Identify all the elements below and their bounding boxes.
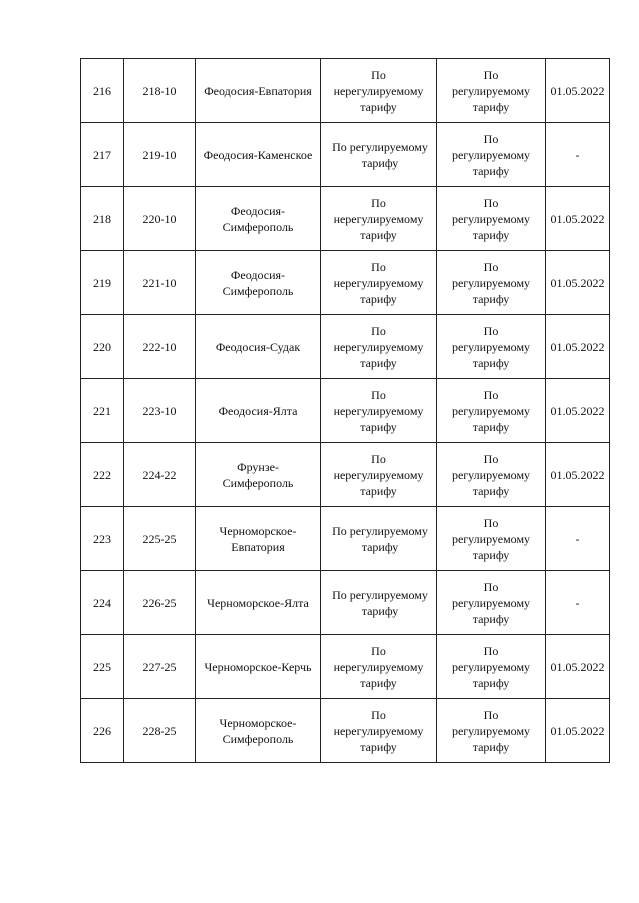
tariff-type: По регулируемому тарифу [437, 187, 546, 251]
row-number: 224 [81, 571, 124, 635]
transport-type: По нерегулируемому тарифу [321, 315, 437, 379]
tariff-type: По регулируемому тарифу [437, 635, 546, 699]
table-row [81, 699, 610, 763]
start-date: - [546, 123, 610, 187]
route-name: Черноморское-Симферополь [196, 699, 321, 763]
tariff-type: По регулируемому тарифу [437, 123, 546, 187]
start-date: 01.05.2022 [546, 379, 610, 443]
tariff-type: По регулируемому тарифу [437, 507, 546, 571]
row-number: 216 [81, 59, 124, 123]
transport-type: По нерегулируемому тарифу [321, 443, 437, 507]
table-row [81, 379, 610, 443]
start-date: 01.05.2022 [546, 59, 610, 123]
route-code: 225-25 [124, 507, 196, 571]
transport-type: По нерегулируемому тарифу [321, 635, 437, 699]
transport-type: По нерегулируемому тарифу [321, 187, 437, 251]
route-name: Черноморское-Ялта [196, 571, 321, 635]
routes-table-body [81, 59, 610, 763]
table-row [81, 507, 610, 571]
transport-type: По регулируемому тарифу [321, 507, 437, 571]
route-code: 224-22 [124, 443, 196, 507]
transport-type: По нерегулируемому тарифу [321, 699, 437, 763]
route-code: 227-25 [124, 635, 196, 699]
tariff-type: По регулируемому тарифу [437, 699, 546, 763]
row-number: 219 [81, 251, 124, 315]
route-code: 226-25 [124, 571, 196, 635]
route-name: Феодосия-Симферополь [196, 251, 321, 315]
route-name: Черноморское-Евпатория [196, 507, 321, 571]
transport-type: По регулируемому тарифу [321, 571, 437, 635]
start-date: - [546, 571, 610, 635]
row-number: 226 [81, 699, 124, 763]
row-number: 221 [81, 379, 124, 443]
route-code: 220-10 [124, 187, 196, 251]
route-name: Феодосия-Каменское [196, 123, 321, 187]
tariff-type: По регулируемому тарифу [437, 379, 546, 443]
tariff-type: По регулируемому тарифу [437, 571, 546, 635]
tariff-type: По регулируемому тарифу [437, 251, 546, 315]
route-name: Фрунзе-Симферополь [196, 443, 321, 507]
row-number: 223 [81, 507, 124, 571]
row-number: 225 [81, 635, 124, 699]
table-row [81, 59, 610, 123]
transport-type: По нерегулируемому тарифу [321, 59, 437, 123]
row-number: 222 [81, 443, 124, 507]
route-name: Феодосия-Симферополь [196, 187, 321, 251]
table-row [81, 443, 610, 507]
route-name: Феодосия-Евпатория [196, 59, 321, 123]
row-number: 218 [81, 187, 124, 251]
start-date: 01.05.2022 [546, 187, 610, 251]
row-number: 220 [81, 315, 124, 379]
tariff-type: По регулируемому тарифу [437, 59, 546, 123]
route-name: Феодосия-Ялта [196, 379, 321, 443]
tariff-type: По регулируемому тарифу [437, 315, 546, 379]
start-date: 01.05.2022 [546, 443, 610, 507]
routes-table [80, 58, 610, 763]
start-date: - [546, 507, 610, 571]
route-code: 222-10 [124, 315, 196, 379]
route-name: Черноморское-Керчь [196, 635, 321, 699]
table-row [81, 571, 610, 635]
start-date: 01.05.2022 [546, 635, 610, 699]
route-code: 219-10 [124, 123, 196, 187]
route-name: Феодосия-Судак [196, 315, 321, 379]
route-code: 218-10 [124, 59, 196, 123]
transport-type: По нерегулируемому тарифу [321, 251, 437, 315]
table-row [81, 635, 610, 699]
route-code: 228-25 [124, 699, 196, 763]
start-date: 01.05.2022 [546, 315, 610, 379]
route-code: 221-10 [124, 251, 196, 315]
start-date: 01.05.2022 [546, 251, 610, 315]
transport-type: По нерегулируемому тарифу [321, 379, 437, 443]
row-number: 217 [81, 123, 124, 187]
table-row [81, 187, 610, 251]
tariff-type: По регулируемому тарифу [437, 443, 546, 507]
route-code: 223-10 [124, 379, 196, 443]
transport-type: По регулируемому тарифу [321, 123, 437, 187]
table-row [81, 251, 610, 315]
start-date: 01.05.2022 [546, 699, 610, 763]
table-row [81, 315, 610, 379]
table-row [81, 123, 610, 187]
